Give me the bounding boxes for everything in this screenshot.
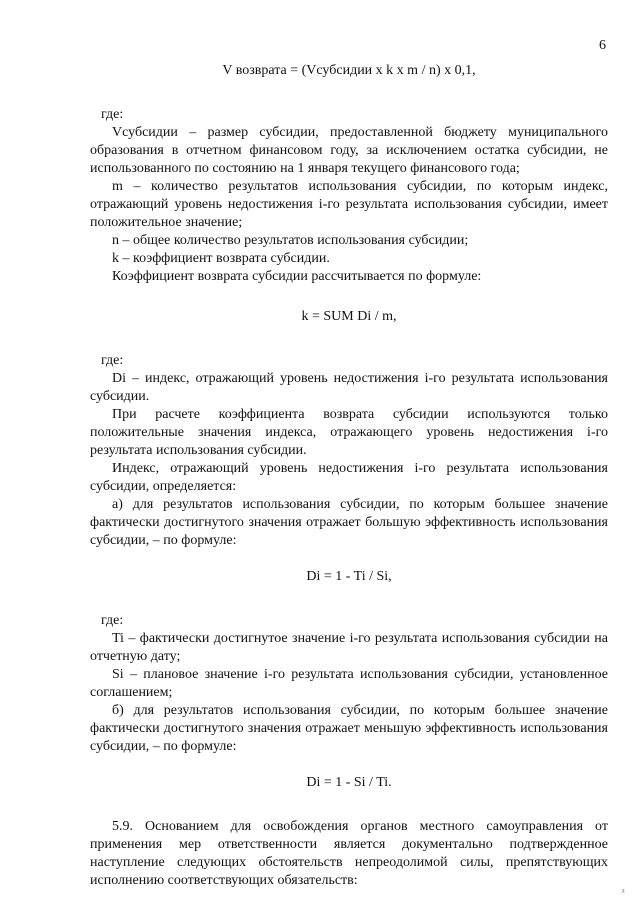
where-label-1: где: [101,107,124,122]
index-definition-intro: Индекс, отражающий уровень недостижения i-го результата использования субсидии, определяется: [90,461,608,494]
page-number: 6 [599,38,606,53]
clause-5-9: 5.9. Основанием для освобождения органов местного самоуправления от применения мер ответственности является документально подтвержденное наступление следующих обстоятельств непреодолимой силы, препятствующих исполнению соответствующих обязательств: [90,819,608,888]
definition-v-subsidy: Vсубсидии – размер субсидии, предоставленной бюджету муниципального образования в отчетном финансовом году, за исключением остатка субсидии, не использованного по состоянию на 1 января текущего финансового года; [90,125,608,176]
where-label-3: где: [101,613,124,628]
definition-ti: Ti – фактически достигнутое значение i-го результата использования субсидии на отчетную дату; [90,631,608,664]
definition-si: Si – плановое значение i-го результата использования субсидии, установленное соглашением; [90,667,608,700]
case-a-text: а) для результатов использования субсидии, по которым большее значение фактически достигнутого значения отражает большую эффективность использования субсидии, – по формуле: [90,497,608,548]
positive-values-note: При расчете коэффициента возврата субсидии используются только положительные значения индекса, отражающего уровень недостижения i-го результата использования субсидии. [90,407,608,458]
definition-k: k – коэффициент возврата субсидии. [112,251,330,266]
formula-di-b: Di = 1 - Si / Ti. [306,775,392,790]
k-formula-intro: Коэффициент возврата субсидии рассчитывается по формуле: [112,269,482,284]
formula-k: k = SUM Di / m, [301,309,397,324]
formula-v-return: V возврата = (Vсубсидии x k x m / n) x 0,1, [222,63,476,78]
where-label-2: где: [101,353,124,368]
case-b-text: б) для результатов использования субсидии, по которым большее значение фактически достигнутого значения отражает меньшую эффективность использования субсидии, – по формуле: [90,703,608,754]
definition-di: Di – индекс, отражающий уровень недостижения i-го результата использования субсидии. [90,371,608,404]
definition-n: n – общее количество результатов использования субсидии; [112,233,469,248]
formula-di-a: Di = 1 - Ti / Si, [306,569,392,584]
corner-mark: ᶻ [622,887,625,898]
definition-m: m – количество результатов использования субсидии, по которым индекс, отражающий уровень недостижения i-го результата использования субсидии, имеет положительное значение; [90,179,608,230]
document-body [90,62,608,890]
